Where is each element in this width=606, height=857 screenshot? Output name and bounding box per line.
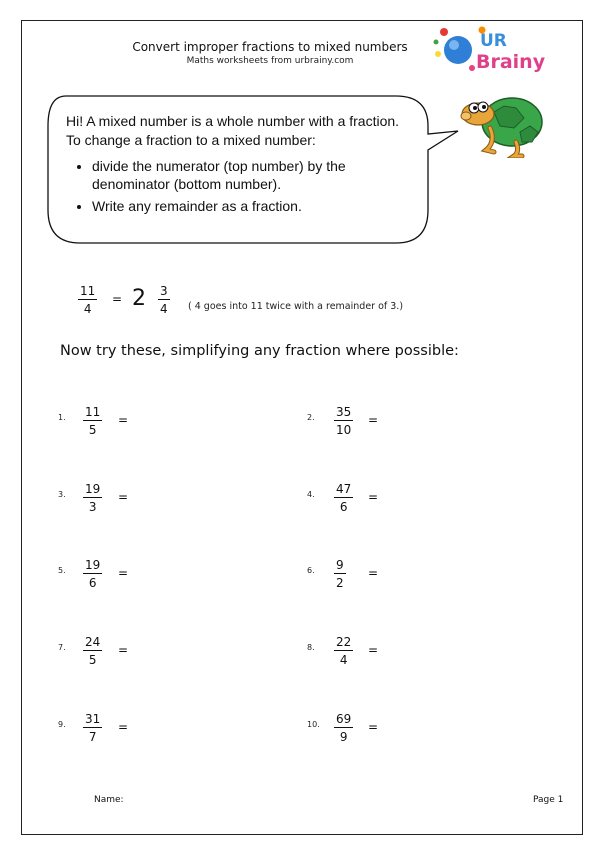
equals-sign: = (368, 490, 379, 504)
name-label: Name: (94, 795, 124, 805)
question-number: 7. (58, 643, 66, 652)
numerator: 19 (85, 558, 101, 572)
equals-sign: = (118, 413, 129, 427)
numerator: 69 (336, 712, 352, 726)
numerator: 22 (336, 635, 352, 649)
equals-sign: = (118, 490, 129, 504)
denominator: 4 (83, 302, 92, 316)
worksheet-title: Convert improper fractions to mixed numbers (132, 40, 408, 54)
question-fraction (83, 558, 102, 590)
equals-sign: = (118, 566, 129, 580)
question-fraction (334, 635, 353, 667)
question-fraction (83, 635, 102, 667)
instructions: Now try these, simplifying any fraction where possible: (60, 343, 459, 359)
numerator: 3 (160, 284, 168, 298)
equals-sign: = (118, 720, 129, 734)
equals-sign: = (368, 413, 379, 427)
denominator: 7 (88, 730, 97, 744)
question-fraction (334, 405, 353, 437)
numerator: 47 (336, 482, 352, 496)
denominator: 9 (339, 730, 348, 744)
bubble-bullets (66, 157, 406, 215)
denominator: 5 (88, 423, 97, 437)
logo-text-brainy: Brainy (476, 51, 546, 73)
equals-sign: = (368, 566, 379, 580)
question-number: 9. (58, 720, 66, 729)
denominator: 6 (88, 576, 97, 590)
question-fraction (83, 405, 102, 437)
logo-text-ur: UR (480, 31, 507, 51)
denominator: 2 (336, 576, 344, 590)
equals-sign: = (112, 292, 123, 306)
denominator: 10 (336, 423, 352, 437)
question-number: 3. (58, 490, 66, 499)
question-number: 2. (307, 413, 315, 422)
numerator: 19 (85, 482, 101, 496)
question-fraction (334, 712, 353, 744)
turtle-mascot-icon (450, 92, 550, 158)
example-fraction (78, 284, 97, 316)
bubble-text (66, 112, 406, 219)
denominator: 5 (88, 653, 97, 667)
question-number: 4. (307, 490, 315, 499)
question-fraction (334, 482, 353, 514)
bubble-intro: Hi! A mixed number is a whole number with a fraction. To change a fraction to a mixed number: (66, 113, 400, 148)
bubble-bullet: • Write any remainder as a fraction. (92, 197, 406, 215)
example-whole-number: 2 (132, 286, 146, 311)
numerator: 9 (336, 558, 344, 572)
example-result-fraction (158, 284, 170, 316)
numerator: 11 (80, 284, 96, 298)
numerator: 31 (85, 712, 101, 726)
numerator: 11 (85, 405, 101, 419)
question-number: 8. (307, 643, 315, 652)
example-explanation: ( 4 goes into 11 twice with a remainder of 3.) (188, 301, 404, 312)
question-number: 5. (58, 566, 66, 575)
question-number: 10. (307, 720, 320, 729)
denominator: 3 (88, 500, 97, 514)
equals-sign: = (368, 643, 379, 657)
page-number: Page 1 (533, 795, 564, 805)
question-number: 6. (307, 566, 315, 575)
numerator: 35 (336, 405, 352, 419)
question-fraction (83, 482, 102, 514)
bubble-bullet: • divide the numerator (top number) by the denominator (bottom number). (92, 157, 406, 193)
denominator: 6 (339, 500, 348, 514)
denominator: 4 (339, 653, 348, 667)
question-fraction (334, 558, 346, 590)
denominator: 4 (160, 302, 168, 316)
equals-sign: = (368, 720, 379, 734)
question-number: 1. (58, 413, 66, 422)
numerator: 24 (85, 635, 101, 649)
equals-sign: = (118, 643, 129, 657)
question-fraction (83, 712, 102, 744)
worksheet-subtitle: Maths worksheets from urbrainy.com (186, 56, 354, 66)
